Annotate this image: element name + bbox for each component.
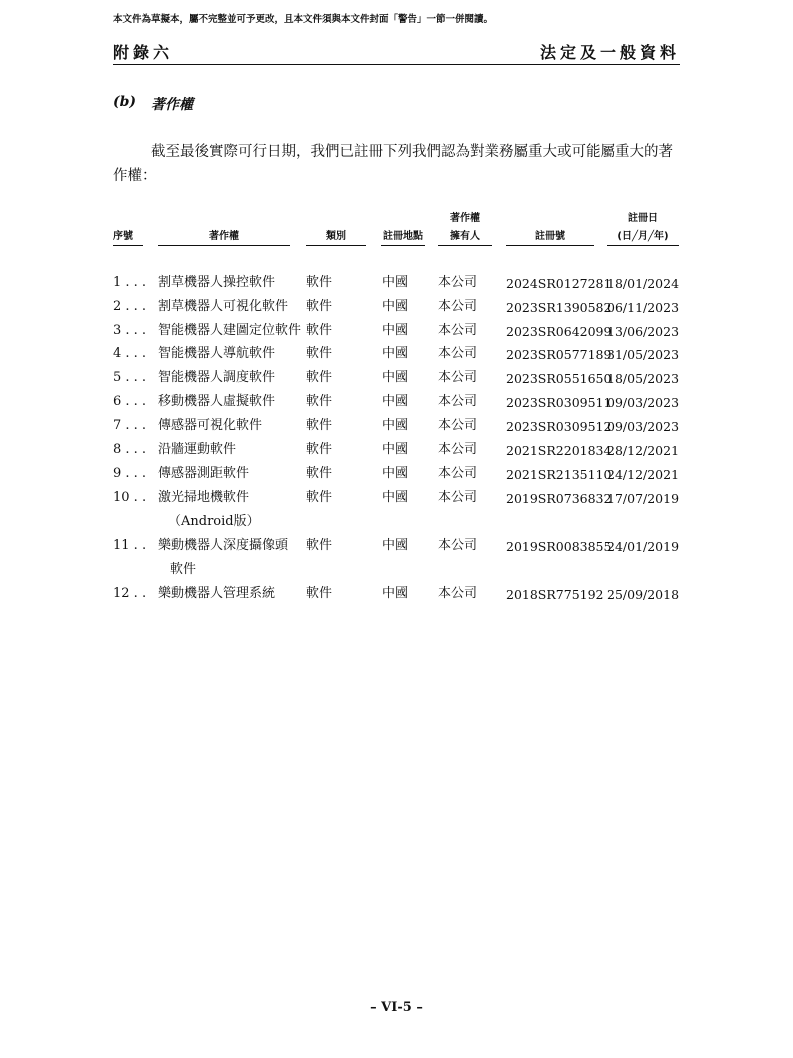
header-owner-line2: 擁有人 [450,231,480,242]
row-date: 24/12/2021 [607,467,680,482]
row-category: 軟件 [306,466,333,481]
row-category: 軟件 [306,275,333,290]
row-no: 3 . . . [113,323,147,338]
draft-warning: 本文件為草擬本，屬不完整並可予更改，且本文件須與本文件封面「警告」一節一併閱讀。 [113,14,494,25]
subsection-label: (b) [113,94,137,110]
row-owner: 本公司 [438,538,478,553]
row-no: 5 . . . [113,370,147,385]
row-name: 傳感器測距軟件 [158,466,250,481]
row-owner: 本公司 [438,346,478,361]
intro-text: 截至最後實際可行日期，我們已註冊下列我們認為對業務屬重大或可能屬重大的著作權： [113,144,673,184]
row-category: 軟件 [306,299,333,314]
header-rule [113,64,680,65]
row-place: 中國 [382,346,409,361]
header-name: 著作權 [209,231,239,242]
row-place: 中國 [382,586,409,601]
row-date: 09/03/2023 [607,395,680,410]
row-no: 8 . . . [113,442,147,457]
row-category: 軟件 [306,538,333,553]
header-underline-owner [438,245,492,246]
header-underline-name [158,245,290,246]
row-category: 軟件 [306,490,333,505]
intro-paragraph [113,140,680,188]
row-no: 7 . . . [113,418,147,433]
row-name-continued: （Android版） [168,514,260,529]
header-no: 序號 [113,231,133,242]
row-place: 中國 [382,275,409,290]
row-owner: 本公司 [438,370,478,385]
row-place: 中國 [382,323,409,338]
row-regno: 2024SR0127281 [506,276,612,291]
row-regno: 2023SR0309512 [506,419,612,434]
row-regno: 2019SR0083855 [506,539,612,554]
row-date: 28/12/2021 [607,443,680,458]
row-regno: 2019SR0736832 [506,491,612,506]
row-date: 18/01/2024 [607,276,680,291]
row-place: 中國 [382,370,409,385]
row-place: 中國 [382,442,409,457]
row-owner: 本公司 [438,275,478,290]
row-no: 12 . . [113,586,147,601]
row-place: 中國 [382,466,409,481]
row-no: 10 . . [113,490,147,505]
row-owner: 本公司 [438,418,478,433]
row-name: 樂動機器人深度攝像頭 [158,538,289,553]
row-date: 17/07/2019 [607,491,680,506]
row-category: 軟件 [306,418,333,433]
row-name: 樂動機器人管理系統 [158,586,276,601]
row-owner: 本公司 [438,442,478,457]
row-category: 軟件 [306,394,333,409]
row-category: 軟件 [306,370,333,385]
row-regno: 2023SR0577189 [506,347,612,362]
row-place: 中國 [382,538,409,553]
row-category: 軟件 [306,442,333,457]
header-underline-date [607,245,679,246]
row-no: 6 . . . [113,394,147,409]
header-owner-line1: 著作權 [450,213,480,224]
row-regno: 2023SR0642099 [506,324,612,339]
header-underline-place [381,245,425,246]
row-name: 割草機器人可視化軟件 [158,299,289,314]
row-date: 09/03/2023 [607,419,680,434]
row-place: 中國 [382,490,409,505]
row-owner: 本公司 [438,466,478,481]
row-owner: 本公司 [438,586,478,601]
row-owner: 本公司 [438,323,478,338]
row-name: 沿牆運動軟件 [158,442,237,457]
row-name: 智能機器人調度軟件 [158,370,276,385]
row-date: 31/05/2023 [607,347,680,362]
header-date-line2: (日╱月╱年) [617,231,669,242]
header-regno: 註冊號 [535,231,565,242]
page-header [113,40,680,64]
subsection-title: 著作權 [151,97,193,113]
row-place: 中國 [382,299,409,314]
row-name: 割草機器人操控軟件 [158,275,276,290]
row-name: 激光掃地機軟件 [158,490,250,505]
row-name: 智能機器人導航軟件 [158,346,276,361]
row-no: 4 . . . [113,346,147,361]
row-category: 軟件 [306,346,333,361]
section-heading: 法定及一般資料 [539,43,680,62]
row-name: 移動機器人虛擬軟件 [158,394,276,409]
row-date: 24/01/2019 [607,539,680,554]
row-date: 13/06/2023 [607,324,680,339]
row-no: 11 . . [113,538,147,553]
row-category: 軟件 [306,323,333,338]
row-name: 傳感器可視化軟件 [158,418,263,433]
header-date-line1: 註冊日 [628,213,658,224]
header-underline-category [306,245,366,246]
row-date: 25/09/2018 [607,587,680,602]
row-place: 中國 [382,394,409,409]
appendix-title: 附錄六 [113,43,174,62]
row-regno: 2021SR2201834 [506,443,612,458]
row-owner: 本公司 [438,490,478,505]
row-name-continued: 軟件 [170,562,197,577]
row-date: 06/11/2023 [607,300,680,315]
row-regno: 2023SR0309511 [506,395,612,410]
page-number: – VI-5 – [370,1000,423,1015]
row-category: 軟件 [306,586,333,601]
header-underline-no [113,245,143,246]
header-underline-regno [506,245,594,246]
row-regno: 2023SR1390582 [506,300,612,315]
row-regno: 2018SR775192 [506,587,604,602]
row-name: 智能機器人建圖定位軟件 [158,323,302,338]
header-category: 類別 [326,231,346,242]
row-place: 中國 [382,418,409,433]
row-no: 2 . . . [113,299,147,314]
row-date: 18/05/2023 [607,371,680,386]
row-owner: 本公司 [438,299,478,314]
row-no: 1 . . . [113,275,147,290]
header-place: 註冊地點 [383,231,423,242]
row-owner: 本公司 [438,394,478,409]
row-regno: 2023SR0551650 [506,371,612,386]
row-no: 9 . . . [113,466,147,481]
subsection-heading [113,94,193,113]
row-regno: 2021SR2135110 [506,467,612,482]
